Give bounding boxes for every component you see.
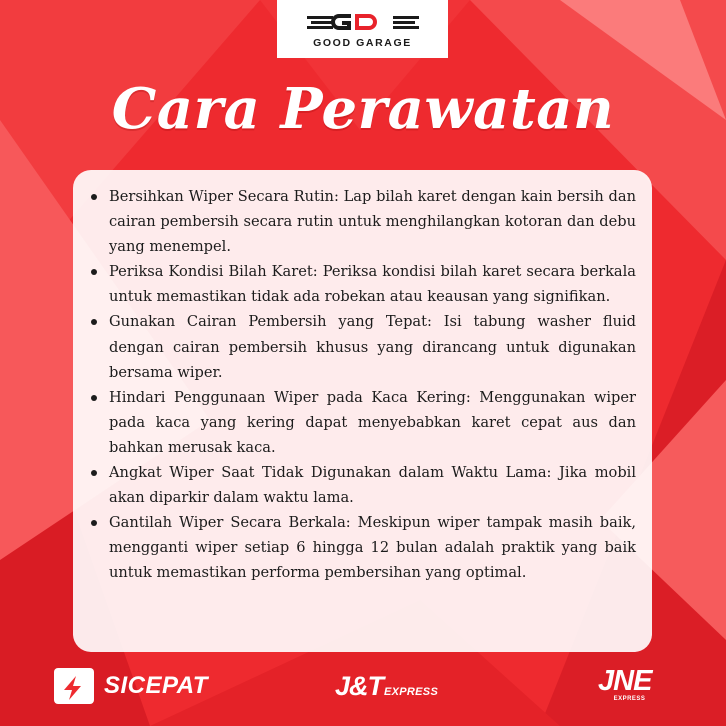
jnt-label: J&T	[335, 671, 384, 701]
sicepat-icon	[50, 666, 96, 706]
jne-sublabel: EXPRESS	[613, 696, 646, 702]
page-title: Cara Perawatan	[111, 76, 615, 142]
list-item: Periksa Kondisi Bilah Karet: Periksa kondisi bilah karet secara berkala untuk memastikan tidak ada robekan atau keausan yang signifikan.	[89, 259, 636, 309]
jnt-sublabel: EXPRESS	[384, 686, 439, 698]
brand-name: GOOD GARAGE	[313, 36, 412, 49]
jnt-logo	[335, 671, 438, 702]
list-item: Bersihkan Wiper Secara Rutin: Lap bilah karet dengan kain bersih dan cairan pembersih secara rutin untuk menghilangkan kotoran dan debu yang menempel.	[89, 184, 636, 259]
jne-logo	[598, 666, 651, 702]
tips-card	[73, 170, 652, 652]
sicepat-logo	[50, 664, 208, 708]
brand-logo	[277, 0, 448, 58]
jne-label: JNE	[598, 665, 652, 697]
sicepat-label: SICEPAT	[104, 672, 208, 699]
tips-list	[89, 184, 636, 586]
good-garage-logo-icon	[307, 10, 419, 34]
list-item: Angkat Wiper Saat Tidak Digunakan dalam Waktu Lama: Jika mobil akan diparkir dalam waktu lama.	[89, 460, 636, 510]
list-item: Gunakan Cairan Pembersih yang Tepat: Isi tabung washer fluid dengan cairan pembersih khusus yang dirancang untuk digunakan bersama wiper.	[89, 309, 636, 384]
list-item: Gantilah Wiper Secara Berkala: Meskipun wiper tampak masih baik, mengganti wiper setiap 6 hingga 12 bulan adalah praktik yang baik untuk memastikan performa pembersihan yang optimal.	[89, 510, 636, 585]
list-item: Hindari Penggunaan Wiper pada Kaca Kering: Menggunakan wiper pada kaca yang kering dapat menyebabkan karet cepat aus dan bahkan merusak kaca.	[89, 385, 636, 460]
